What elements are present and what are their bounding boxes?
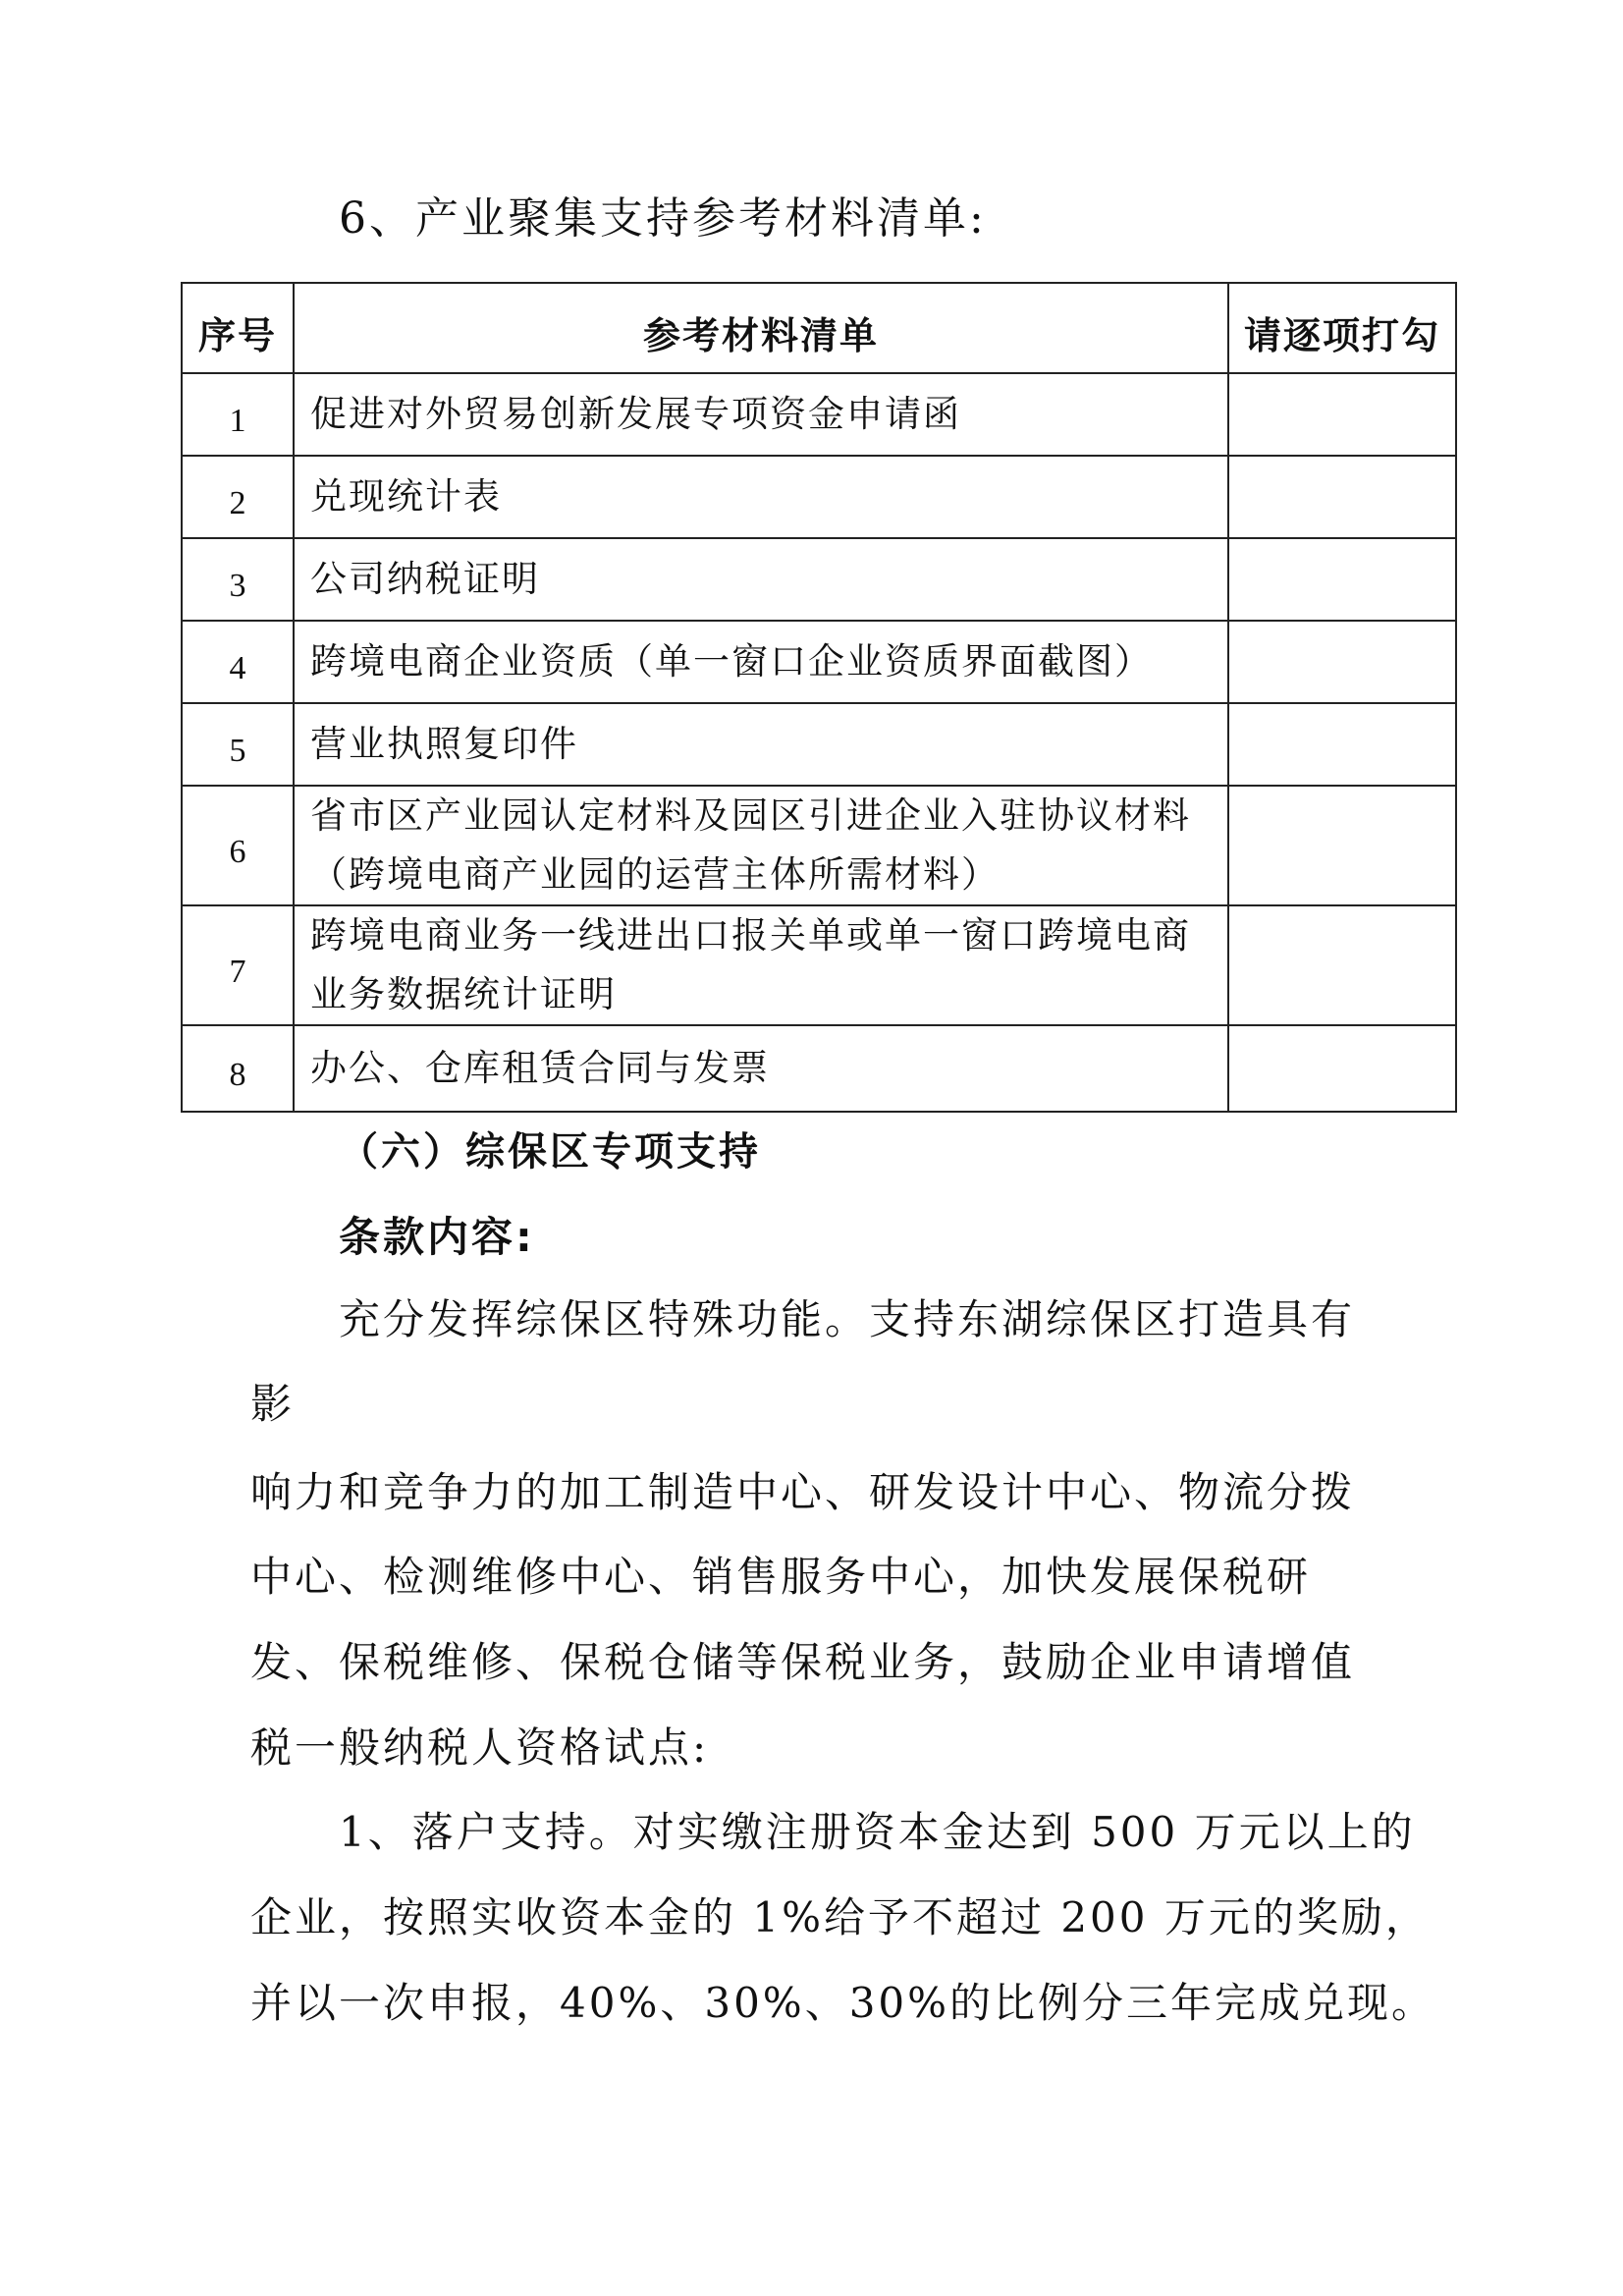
row-material <box>294 456 1228 538</box>
table-row <box>182 703 1456 786</box>
row-material-text-continued: 业务数据统计证明 <box>310 973 617 1015</box>
row-number: 2 <box>182 456 294 538</box>
row-material <box>294 538 1228 621</box>
row-number: 5 <box>182 703 294 786</box>
row-material <box>294 373 1228 456</box>
materials-list-title: 6、产业聚集支持参考材料清单: <box>339 193 987 244</box>
row-checkbox-cell[interactable] <box>1228 905 1456 1025</box>
row-material <box>294 905 1228 1025</box>
row-checkbox-cell[interactable] <box>1228 373 1456 456</box>
row-checkbox-cell[interactable] <box>1228 1025 1456 1112</box>
table-row <box>182 373 1456 456</box>
header-material-list: 参考材料清单 <box>294 283 1228 373</box>
row-material <box>294 621 1228 703</box>
body-paragraph-line: 1、落户支持。对实缴注册资本金达到 500 万元以上的 <box>339 1808 1416 1856</box>
body-paragraph-line: 响力和竞争力的加工制造中心、研发设计中心、物流分拨 <box>250 1468 1356 1516</box>
header-serial-number: 序号 <box>182 283 294 373</box>
section-heading: （六）综保区专项支持 <box>339 1129 761 1175</box>
row-material-text-continued: （跨境电商产业园的运营主体所需材料） <box>310 853 1000 896</box>
materials-checklist-table <box>181 282 1457 1113</box>
row-checkbox-cell[interactable] <box>1228 703 1456 786</box>
body-paragraph-line: 税一般纳税人资格试点: <box>250 1723 710 1772</box>
row-material-text: 跨境电商企业资质（单一窗口企业资质界面截图） <box>310 640 1153 683</box>
table-row <box>182 905 1456 1025</box>
row-material <box>294 703 1228 786</box>
body-paragraph-line: 影 <box>250 1380 296 1428</box>
body-paragraph-line: 充分发挥综保区特殊功能。支持东湖综保区打造具有 <box>339 1295 1356 1343</box>
row-material-text: 营业执照复印件 <box>310 723 578 765</box>
row-number: 3 <box>182 538 294 621</box>
row-material <box>294 1025 1228 1112</box>
clause-heading: 条款内容: <box>339 1213 535 1261</box>
body-paragraph-line: 企业，按照实收资本金的 1%给予不超过 200 万元的奖励， <box>250 1893 1430 1941</box>
row-material-text: 办公、仓库租赁合同与发票 <box>310 1047 770 1089</box>
table-row <box>182 1025 1456 1112</box>
row-number: 6 <box>182 786 294 905</box>
row-material <box>294 786 1228 905</box>
row-material-text: 兑现统计表 <box>310 475 502 518</box>
table-row <box>182 786 1456 905</box>
table-header-row <box>182 283 1456 373</box>
row-checkbox-cell[interactable] <box>1228 786 1456 905</box>
row-number: 4 <box>182 621 294 703</box>
table-row <box>182 538 1456 621</box>
row-material-text: 公司纳税证明 <box>310 558 540 600</box>
row-number: 8 <box>182 1025 294 1112</box>
body-paragraph-line: 中心、检测维修中心、销售服务中心，加快发展保税研 <box>250 1553 1312 1601</box>
row-number: 7 <box>182 905 294 1025</box>
row-checkbox-cell[interactable] <box>1228 538 1456 621</box>
table-row <box>182 456 1456 538</box>
row-number: 1 <box>182 373 294 456</box>
header-check-each: 请逐项打勾 <box>1228 283 1456 373</box>
body-paragraph-line: 并以一次申报，40%、30%、30%的比例分三年完成兑现。 <box>250 1979 1436 2027</box>
row-material-text: 省市区产业园认定材料及园区引进企业入驻协议材料 <box>310 794 1191 837</box>
table-row <box>182 621 1456 703</box>
row-material-text: 促进对外贸易创新发展专项资金申请函 <box>310 393 961 435</box>
row-material-text: 跨境电商业务一线进出口报关单或单一窗口跨境电商 <box>310 914 1191 957</box>
row-checkbox-cell[interactable] <box>1228 456 1456 538</box>
row-checkbox-cell[interactable] <box>1228 621 1456 703</box>
body-paragraph-line: 发、保税维修、保税仓储等保税业务，鼓励企业申请增值 <box>250 1638 1356 1686</box>
